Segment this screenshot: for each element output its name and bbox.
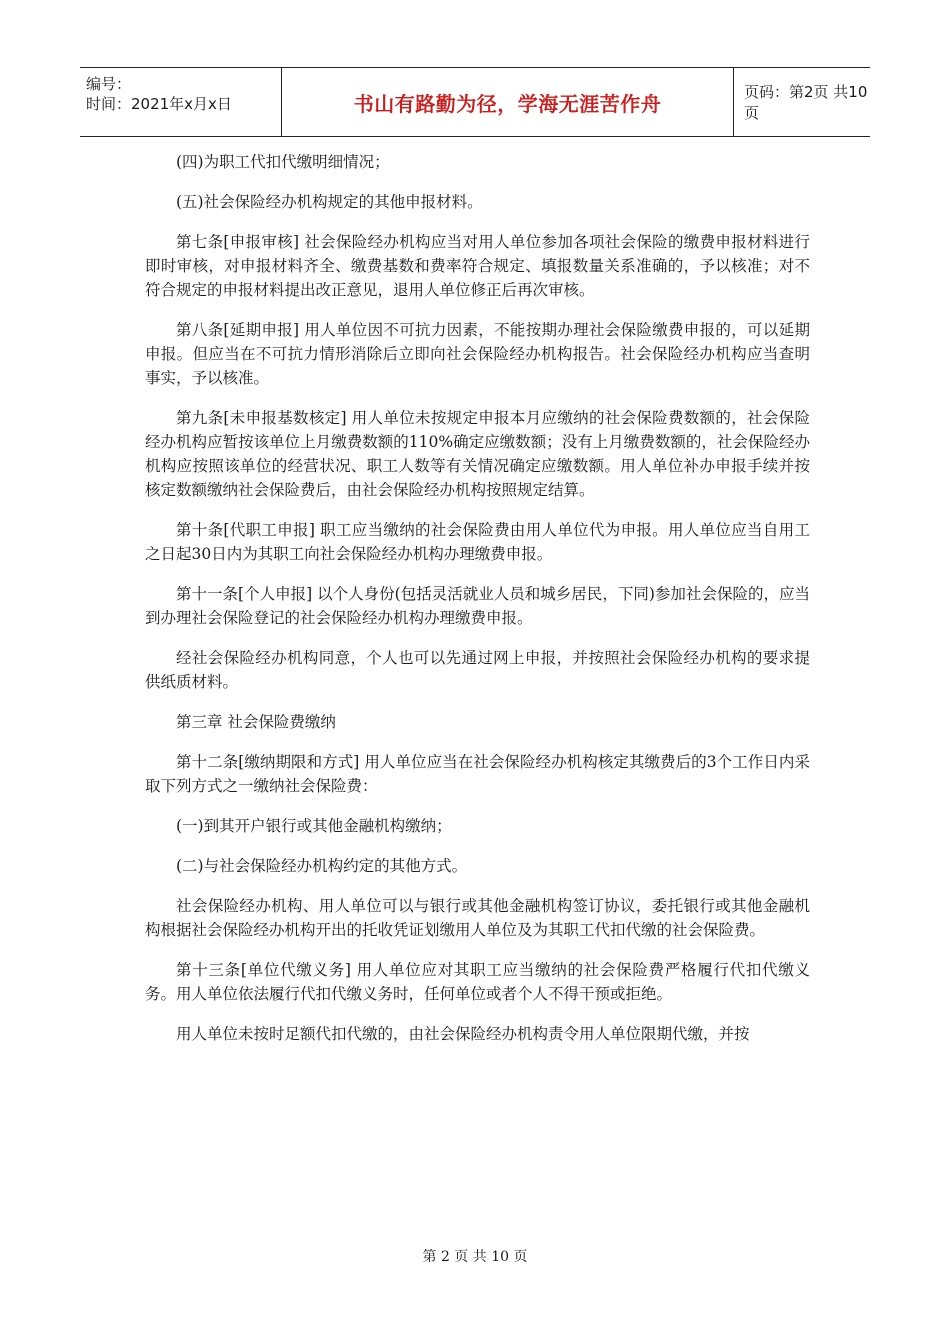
page-footer: 第 2 页 共 10 页 <box>422 1249 528 1265</box>
header-motto: 书山有路勤为径，学海无涯苦作舟 <box>282 68 734 136</box>
paragraph: (四)为职工代扣代缴明细情况； <box>176 153 390 171</box>
paragraph: 第十二条[缴纳期限和方式] 用人单位应当在社会保险经办机构核定其缴费后的3个工作日内采取下列方式之一缴纳社会保险费： <box>145 753 810 795</box>
paragraph: 第九条[未申报基数核定] 用人单位未按规定申报本月应缴纳的社会保险费数额的，社会保险经办机构应暂按该单位上月缴费数额的110%确定应缴数额；没有上月缴费数额的，社会保险经办机构应按照该单位的经营状况、职工人数等有关情况确定应缴数额。用人单位补办申报手续并按核定数额缴纳社会保险费后，由社会保险经办机构按照规定结算。 <box>145 409 810 499</box>
paragraph: (五)社会保险经办机构规定的其他申报材料。 <box>176 193 483 211</box>
paragraph: 经社会保险经办机构同意，个人也可以先通过网上申报，并按照社会保险经办机构的要求提供纸质材料。 <box>145 649 810 691</box>
document-number-label: 编号： <box>86 75 132 93</box>
paragraph: (一)到其开户银行或其他金融机构缴纳； <box>176 817 452 835</box>
paragraph: 社会保险经办机构、用人单位可以与银行或其他金融机构签订协议，委托银行或其他金融机构根据社会保险经办机构开出的托收凭证划缴用人单位及为其职工代扣代缴的社会保险费。 <box>145 897 810 939</box>
page-header <box>80 67 870 137</box>
paragraph: 第十一条[个人申报] 以个人身份(包括灵活就业人员和城乡居民，下同)参加社会保险的，应当到办理社会保险登记的社会保险经办机构办理缴费申报。 <box>145 585 810 627</box>
paragraph: 用人单位未按时足额代扣代缴的，由社会保险经办机构责令用人单位限期代缴，并按 <box>176 1025 750 1043</box>
paragraph: (二)与社会保险经办机构约定的其他方式。 <box>176 857 468 875</box>
paragraph: 第十三条[单位代缴义务] 用人单位应对其职工应当缴纳的社会保险费严格履行代扣代缴义务。用人单位依法履行代扣代缴义务时，任何单位或者个人不得干预或拒绝。 <box>145 961 810 1003</box>
paragraph: 第七条[申报审核] 社会保险经办机构应当对用人单位参加各项社会保险的缴费申报材料进行即时审核，对申报材料齐全、缴费基数和费率符合规定、填报数量关系准确的，予以核准；对不符合规定的申报材料提出改正意见，退用人单位修正后再次审核。 <box>145 233 810 299</box>
header-page-info: 页码：第2页 共10页 <box>744 83 868 122</box>
paragraph: 第十条[代职工申报] 职工应当缴纳的社会保险费由用人单位代为申报。用人单位应当自用工之日起30日内为其职工向社会保险经办机构办理缴费申报。 <box>145 521 810 563</box>
document-date-label: 时间：2021年x月x日 <box>86 95 232 113</box>
header-meta <box>80 68 282 136</box>
paragraph: 第八条[延期申报] 用人单位因不可抗力因素，不能按期办理社会保险缴费申报的，可以延期申报。但应当在不可抗力情形消除后立即向社会保险经办机构报告。社会保险经办机构应当查明事实，予以核准。 <box>145 321 810 387</box>
document-body <box>145 150 810 1062</box>
chapter-heading: 第三章 社会保险费缴纳 <box>176 713 336 731</box>
